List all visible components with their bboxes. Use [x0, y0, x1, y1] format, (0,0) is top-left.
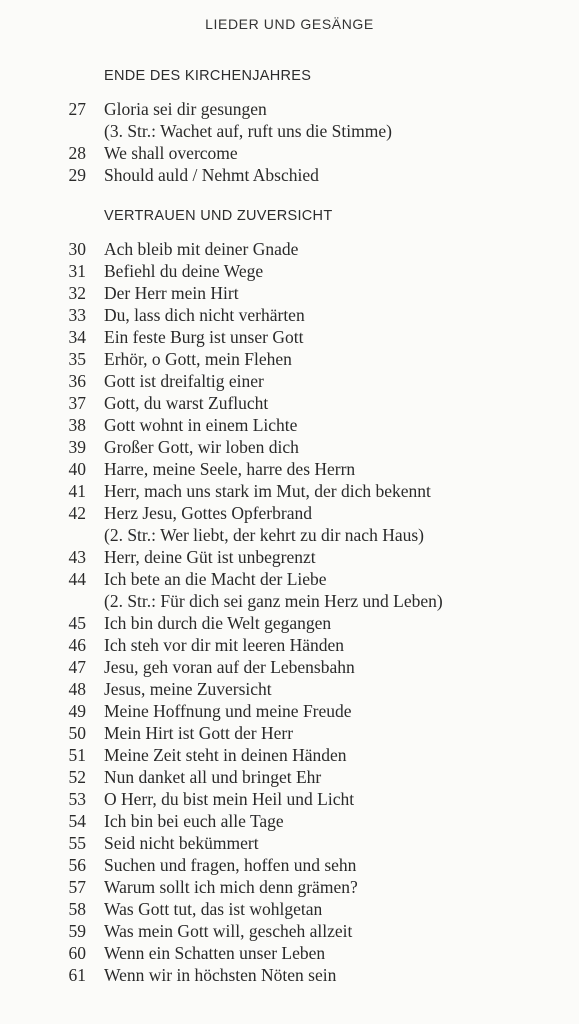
- song-number: 35: [68, 349, 86, 369]
- song-entry: [0, 414, 579, 436]
- song-title: Gloria sei dir gesungen: [104, 99, 267, 119]
- song-entry: [0, 568, 579, 590]
- song-note: (2. Str.: Wer liebt, der kehrt zu dir nach Haus): [104, 525, 424, 545]
- song-title: Suchen und fragen, hoffen und sehn: [104, 855, 357, 875]
- song-number: 31: [68, 261, 86, 281]
- song-number: 49: [68, 701, 86, 721]
- song-title: Wenn ein Schatten unser Leben: [104, 943, 326, 963]
- song-title: Ein feste Burg ist unser Gott: [104, 327, 304, 347]
- song-title: Wenn wir in höchsten Nöten sein: [104, 965, 337, 985]
- song-entry: [0, 326, 579, 348]
- song-entry: [0, 164, 579, 186]
- song-title: Herr, deine Güt ist unbegrenzt: [104, 547, 316, 567]
- song-note: (2. Str.: Für dich sei ganz mein Herz und Leben): [104, 591, 443, 611]
- song-number: 28: [68, 143, 86, 163]
- song-title: Was Gott tut, das ist wohlgetan: [104, 899, 323, 919]
- song-entry: [0, 964, 579, 986]
- song-entry: [0, 370, 579, 392]
- song-entry: [0, 766, 579, 788]
- song-number: 51: [68, 745, 86, 765]
- song-number: 58: [68, 899, 86, 919]
- song-number: 37: [68, 393, 86, 413]
- song-number: 57: [68, 877, 86, 897]
- song-entry: [0, 546, 579, 568]
- song-entry: [0, 744, 579, 766]
- song-entry: [0, 436, 579, 458]
- song-entry: [0, 634, 579, 656]
- song-number: 52: [68, 767, 86, 787]
- song-number: 39: [68, 437, 86, 457]
- song-title: Befiehl du deine Wege: [104, 261, 264, 281]
- song-entry: [0, 480, 579, 502]
- song-title: Ich bin bei euch alle Tage: [104, 811, 284, 831]
- song-number: 45: [68, 613, 86, 633]
- song-title: Herz Jesu, Gottes Opferbrand: [104, 503, 312, 523]
- song-title: Du, lass dich nicht verhärten: [104, 305, 305, 325]
- song-title: Großer Gott, wir loben dich: [104, 437, 299, 457]
- song-title: We shall overcome: [104, 143, 238, 163]
- song-entry: [0, 876, 579, 898]
- song-title: O Herr, du bist mein Heil und Licht: [104, 789, 355, 809]
- song-entry: [0, 722, 579, 744]
- song-number: 48: [68, 679, 86, 699]
- song-title: Gott, du warst Zuflucht: [104, 393, 269, 413]
- song-entry: [0, 612, 579, 634]
- song-number: 44: [68, 569, 86, 589]
- song-entry: [0, 656, 579, 678]
- song-entry: [0, 832, 579, 854]
- song-entry: [0, 282, 579, 304]
- song-title: Gott ist dreifaltig einer: [104, 371, 264, 391]
- song-title: Ich bete an die Macht der Liebe: [104, 569, 327, 589]
- song-entry: [0, 304, 579, 326]
- song-number: 40: [68, 459, 86, 479]
- song-entry: [0, 854, 579, 876]
- song-title: Ach bleib mit deiner Gnade: [104, 239, 299, 259]
- song-title: Jesu, geh voran auf der Lebensbahn: [104, 657, 355, 677]
- section-heading: VERTRAUEN UND ZUVERSICHT: [104, 208, 333, 224]
- song-entry: [0, 920, 579, 942]
- song-number: 27: [68, 99, 86, 119]
- song-note: (3. Str.: Wachet auf, ruft uns die Stimme): [104, 121, 392, 141]
- song-number: 47: [68, 657, 86, 677]
- song-number: 34: [68, 327, 86, 347]
- song-number: 56: [68, 855, 86, 875]
- song-title: Jesus, meine Zuversicht: [104, 679, 272, 699]
- song-number: 42: [68, 503, 86, 523]
- song-title: Ich bin durch die Welt gegangen: [104, 613, 332, 633]
- song-number: 32: [68, 283, 86, 303]
- song-title: Gott wohnt in einem Lichte: [104, 415, 298, 435]
- song-number: 53: [68, 789, 86, 809]
- song-title: Meine Zeit steht in deinen Händen: [104, 745, 347, 765]
- song-entry: [0, 260, 579, 282]
- song-number: 33: [68, 305, 86, 325]
- song-number: 43: [68, 547, 86, 567]
- song-entry: [0, 788, 579, 810]
- song-note-row: [0, 120, 579, 142]
- song-number: 46: [68, 635, 86, 655]
- song-title: Seid nicht bekümmert: [104, 833, 259, 853]
- song-number: 50: [68, 723, 86, 743]
- song-entry: [0, 810, 579, 832]
- song-number: 30: [68, 239, 86, 259]
- song-entry: [0, 142, 579, 164]
- song-entry: [0, 942, 579, 964]
- song-entry: [0, 348, 579, 370]
- song-title: Nun danket all und bringet Ehr: [104, 767, 322, 787]
- song-title: Erhör, o Gott, mein Flehen: [104, 349, 292, 369]
- song-title: Ich steh vor dir mit leeren Händen: [104, 635, 345, 655]
- song-entry: [0, 700, 579, 722]
- song-title: Was mein Gott will, gescheh allzeit: [104, 921, 353, 941]
- song-title: Der Herr mein Hirt: [104, 283, 239, 303]
- song-title: Warum sollt ich mich denn grämen?: [104, 877, 358, 897]
- section-heading: ENDE DES KIRCHENJAHRES: [104, 68, 312, 84]
- song-number: 55: [68, 833, 86, 853]
- song-number: 41: [68, 481, 86, 501]
- song-entry: [0, 502, 579, 524]
- song-note-row: [0, 590, 579, 612]
- song-title: Mein Hirt ist Gott der Herr: [104, 723, 294, 743]
- song-entry: [0, 898, 579, 920]
- song-number: 59: [68, 921, 86, 941]
- song-title: Should auld / Nehmt Abschied: [104, 165, 319, 185]
- song-title: Herr, mach uns stark im Mut, der dich bekennt: [104, 481, 431, 501]
- song-number: 60: [68, 943, 86, 963]
- song-title: Harre, meine Seele, harre des Herrn: [104, 459, 356, 479]
- song-note-row: [0, 524, 579, 546]
- song-number: 61: [68, 965, 86, 985]
- page-title: LIEDER UND GESÄNGE: [205, 16, 374, 32]
- song-number: 54: [68, 811, 86, 831]
- song-number: 36: [68, 371, 86, 391]
- song-entry: [0, 678, 579, 700]
- song-number: 38: [68, 415, 86, 435]
- song-entry: [0, 458, 579, 480]
- song-title: Meine Hoffnung und meine Freude: [104, 701, 352, 721]
- song-entry: [0, 238, 579, 260]
- song-entry: [0, 98, 579, 120]
- song-number: 29: [68, 165, 86, 185]
- song-entry: [0, 392, 579, 414]
